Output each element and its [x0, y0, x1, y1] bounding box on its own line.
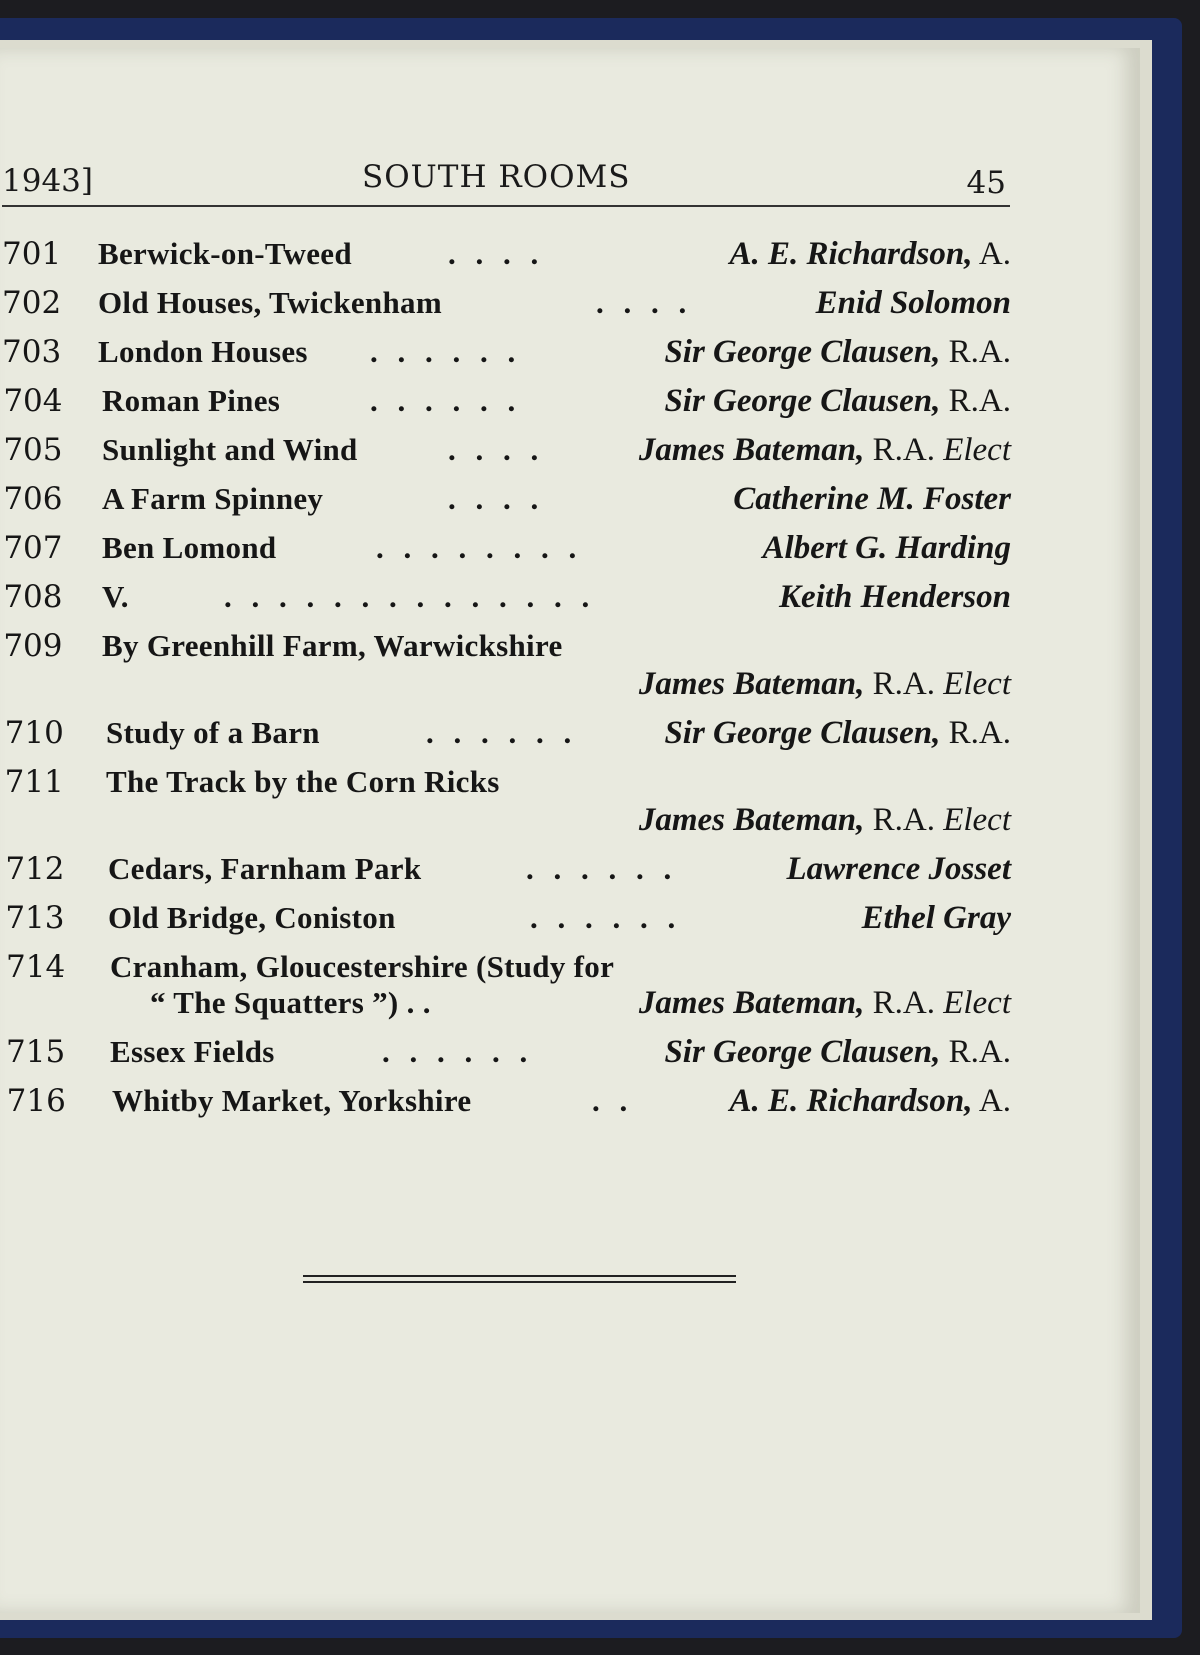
artist-name: Sir George Clausen, — [664, 715, 941, 751]
entry-row — [0, 1081, 1015, 1121]
entry-artist — [639, 800, 1011, 840]
entry-number: 712 — [5, 851, 65, 887]
artist-suffix-elect: Elect — [943, 666, 1011, 702]
artist-name: Lawrence Josset — [786, 851, 1011, 887]
header-year: 1943] — [2, 163, 93, 199]
entry-title: Old Bridge, Coniston — [108, 900, 396, 935]
leader-dots: . . . . . . — [370, 334, 522, 369]
entry-number: 713 — [5, 900, 65, 936]
entry-artist — [763, 528, 1011, 568]
entry-title: Cranham, Gloucestershire (Study for — [110, 949, 615, 984]
entry-title: Roman Pines — [102, 383, 281, 418]
artist-name: James Bateman, — [638, 985, 865, 1021]
artist-name: Ethel Gray — [861, 900, 1011, 936]
entry-number: 715 — [6, 1034, 66, 1070]
entry-artist — [639, 983, 1011, 1023]
entry-row — [0, 713, 1015, 753]
artist-name: Catherine M. Foster — [733, 481, 1011, 517]
entry-row — [0, 577, 1015, 617]
artist-suffix: A. — [972, 1083, 1011, 1119]
entry-artist — [733, 479, 1011, 519]
entry-title: Old Houses, Twickenham — [98, 285, 442, 320]
entry-artist — [664, 332, 1011, 372]
artist-name: James Bateman, — [638, 802, 865, 838]
entry-artist — [664, 713, 1011, 753]
artist-suffix: R.A. — [864, 802, 944, 838]
entry-title: Cedars, Farnham Park — [108, 851, 422, 886]
entry-artist — [779, 577, 1011, 617]
leader-dots: . . . . . . — [426, 715, 578, 750]
entry-row — [0, 983, 1015, 1023]
entry-number: 707 — [3, 530, 63, 566]
entry-artist — [729, 1081, 1011, 1121]
entry-artist — [729, 234, 1011, 274]
page-number: 45 — [966, 165, 1006, 201]
entry-title: Sunlight and Wind — [102, 432, 358, 467]
entry-row — [0, 332, 1015, 372]
entry-artist — [786, 849, 1011, 889]
entry-row — [0, 849, 1015, 889]
leader-dots: . . . . . . . . . . . . . . — [224, 579, 596, 614]
entry-artist — [664, 381, 1011, 421]
entry-row — [0, 800, 1015, 840]
artist-name: A. E. Richardson, — [729, 1083, 973, 1119]
leader-dots: . . . . . . — [526, 851, 678, 886]
entry-row — [0, 479, 1015, 519]
entry-artist — [862, 898, 1011, 938]
entry-row — [0, 283, 1015, 323]
entry-title: Ben Lomond — [102, 530, 277, 565]
entry-artist — [639, 664, 1011, 704]
artist-suffix-elect: Elect — [943, 985, 1011, 1021]
artist-name: Albert G. Harding — [762, 530, 1011, 566]
entry-row — [0, 381, 1015, 421]
entry-number: 711 — [4, 764, 64, 800]
leader-dots: . . . . — [596, 285, 693, 320]
artist-name: Sir George Clausen, — [664, 334, 941, 370]
entry-title: The Track by the Corn Ricks — [106, 764, 500, 799]
artist-suffix: A. — [972, 236, 1011, 272]
leader-dots: . . . . . . — [382, 1034, 534, 1069]
artist-name: Sir George Clausen, — [664, 383, 941, 419]
entry-number: 703 — [2, 334, 62, 370]
artist-suffix: R.A. — [864, 985, 944, 1021]
artist-suffix-elect: Elect — [943, 432, 1011, 468]
entry-row — [0, 1032, 1015, 1072]
artist-name: Sir George Clausen, — [664, 1034, 941, 1070]
entry-title: By Greenhill Farm, Warwickshire — [102, 628, 563, 663]
leader-dots: . . . . . . . . — [376, 530, 583, 565]
artist-name: James Bateman, — [638, 666, 865, 702]
entry-title: London Houses — [98, 334, 308, 369]
entry-row — [0, 762, 1015, 802]
entry-title: A Farm Spinney — [102, 481, 324, 516]
entry-row — [0, 234, 1015, 274]
end-rule-bottom — [303, 1281, 736, 1283]
entry-row — [0, 664, 1015, 704]
artist-suffix: R.A. — [864, 432, 944, 468]
entry-row — [0, 528, 1015, 568]
entry-title: “ The Squatters ”) . . — [150, 985, 431, 1020]
entry-title: Essex Fields — [110, 1034, 275, 1069]
artist-suffix: R.A. — [940, 334, 1011, 370]
entry-title: Berwick-on-Tweed — [98, 236, 352, 271]
entry-number: 714 — [6, 949, 66, 985]
entry-artist — [664, 1032, 1011, 1072]
entry-number: 705 — [3, 432, 63, 468]
artist-suffix: R.A. — [864, 666, 944, 702]
artist-name: Keith Henderson — [779, 579, 1011, 615]
end-rule-top — [303, 1275, 736, 1277]
entry-row — [0, 626, 1015, 666]
entry-number: 702 — [2, 285, 62, 321]
entry-number: 710 — [4, 715, 64, 751]
artist-suffix: R.A. — [940, 715, 1011, 751]
entry-row — [0, 898, 1015, 938]
artist-name: James Bateman, — [638, 432, 865, 468]
entry-row — [0, 947, 1015, 987]
leader-dots: . . . . — [448, 432, 545, 467]
artist-suffix: R.A. — [940, 1034, 1011, 1070]
entry-number: 704 — [3, 383, 63, 419]
entry-artist — [639, 430, 1011, 470]
header-title: SOUTH ROOMS — [362, 159, 631, 195]
leader-dots: . . . . . . — [370, 383, 522, 418]
artist-suffix-elect: Elect — [943, 802, 1011, 838]
leader-dots: . . . . — [448, 236, 545, 271]
entry-number: 709 — [3, 628, 63, 664]
entry-row — [0, 430, 1015, 470]
leader-dots: . . — [592, 1083, 634, 1118]
entry-number: 708 — [3, 579, 63, 615]
leader-dots: . . . . — [448, 481, 545, 516]
entry-title: Study of a Barn — [106, 715, 320, 750]
entry-title: V. — [102, 579, 129, 614]
artist-name: A. E. Richardson, — [729, 236, 973, 272]
artist-suffix: R.A. — [940, 383, 1011, 419]
artist-name: Enid Solomon — [815, 285, 1011, 321]
entry-artist — [816, 283, 1011, 323]
entry-number: 701 — [2, 236, 62, 272]
entry-title: Whitby Market, Yorkshire — [112, 1083, 472, 1118]
entry-number: 716 — [6, 1083, 66, 1119]
entry-number: 706 — [3, 481, 63, 517]
leader-dots: . . . . . . — [530, 900, 682, 935]
